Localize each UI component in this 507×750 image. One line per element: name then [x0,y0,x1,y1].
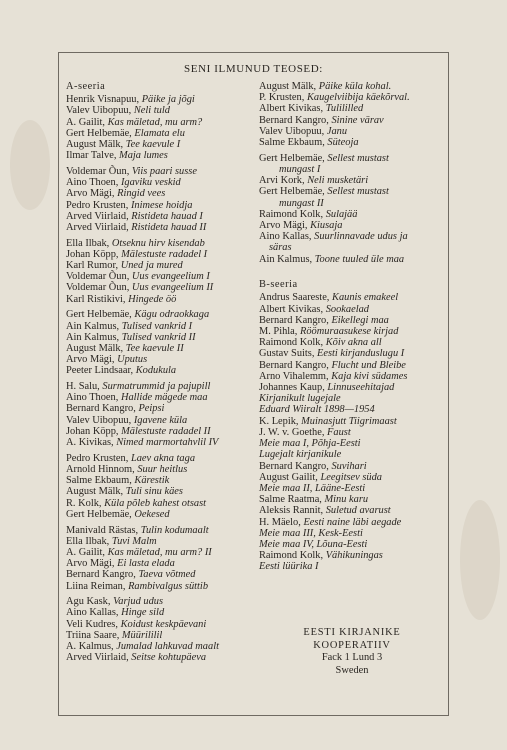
entry-author: Bernard Kangro, [259,314,329,326]
entry-title: Faust [327,426,351,438]
entry-title: Flucht und Bleibe [331,359,406,371]
book-entry [259,115,445,126]
entry-author: Valev Uibopuu, [66,105,132,117]
book-entry [66,607,256,618]
entry-author: Karl Ristikivi, [66,293,126,305]
entry-author: A. Kalmus, [66,641,114,653]
book-entry [259,164,445,175]
book-entry [259,550,445,561]
book-entry [66,177,256,188]
book-entry [66,365,256,376]
entry-group [66,381,256,448]
entry-title: Tulin kodumaalt [140,524,209,536]
entry-author: Salme Raatma, [259,494,322,506]
entry-title: Kas mäletad, mu arm? II [107,546,212,558]
entry-author: Gert Helbemäe, [66,508,132,520]
entry-author: Gert Helbemäe, [66,127,132,139]
book-entry [66,260,256,271]
series-a-label: A-seeria [66,81,106,92]
entry-author: Arved Viirlaid, [66,652,129,664]
entry-author: H. Mäelo, [259,516,301,528]
entry-author: K. Lepik, [259,415,299,427]
entry-author: Arved Viirlaid, [66,221,129,233]
entry-title: Viis paari susse [131,165,197,177]
entry-author: Aino Thoen, [66,392,119,404]
entry-title: Tee kaevule II [125,342,184,354]
book-entry [259,382,445,393]
catalog-frame [58,52,449,716]
entry-author: Arvi Kork, [259,175,305,187]
entry-author: Arvo Mägi, [259,219,308,231]
entry-group [66,525,256,592]
entry-title: Ei lasta elada [117,558,175,570]
entry-title: Meie maa I, Põhja-Eesti [259,438,361,450]
entry-title: Mälestuste radadel I [121,248,208,260]
entry-author: Ilmar Talve, [66,150,117,162]
entry-title: Tulililled [325,103,364,115]
publisher-block [259,627,445,677]
book-entry [259,292,445,303]
entry-title: Eesti naine läbi aegade [303,516,402,528]
book-entry [259,561,445,572]
book-entry [259,360,445,371]
book-entry [66,211,256,222]
entry-author: Ain Kalmus, [66,320,120,332]
book-entry [66,509,256,520]
entry-title: Koidust keskpäevani [120,618,207,630]
left-column [66,81,256,668]
entry-title: Otseknu hirv kisendab [111,237,205,249]
entry-author: Aleksis Rannit, [259,505,324,517]
entry-author: Gustav Suits, [259,348,315,360]
book-entry [66,392,256,403]
entry-group [259,81,445,148]
entry-author: Voldemar Õun, [66,282,130,294]
book-entry [66,547,256,558]
book-entry [66,437,256,448]
entry-title: Kaja kivi südames [331,370,408,382]
entry-title: Igaviku veskid [120,177,181,189]
book-entry [259,483,445,494]
entry-author: H. Salu, [66,381,100,393]
entry-title: Suurlinnavade udus ja [314,231,408,243]
book-entry [259,449,445,460]
entry-title: Surmatrummid ja pajupill [102,381,211,393]
book-entry [259,461,445,472]
entry-title: Leegitsev süda [320,471,382,483]
entry-group [259,153,445,265]
book-entry [66,343,256,354]
book-entry [66,558,256,569]
entry-title: Ristideta hauad I [131,210,203,222]
book-entry [259,209,445,220]
entry-author: Arvo Mägi, [66,354,115,366]
entry-title: Eikellegi maa [331,314,389,326]
series-b-label: B-seeria [259,279,298,291]
book-entry [259,254,445,265]
entry-author: August Mälk, [259,81,317,92]
entry-title: Muinasjutt Tiigrimaast [301,415,397,427]
entry-group [66,596,256,663]
book-entry [66,630,256,641]
book-entry [259,153,445,164]
entry-title: Küla põleb kahest otsast [104,497,207,509]
entry-title: Süteoja [327,137,359,149]
entry-author: Valev Uibopuu, [259,125,325,137]
book-entry [66,525,256,536]
book-entry [259,198,445,209]
entry-author: Bernard Kangro, [66,403,136,415]
entry-title: Tulised vankrid II [121,331,196,343]
entry-author: Ain Kalmus, [66,331,120,343]
entry-title: Röömuraasukese kirjad [300,326,399,338]
entry-author: A. Kivikas, [66,437,114,449]
book-entry [259,81,445,92]
entry-title: mungast II [279,197,324,209]
entry-title: Janu [326,125,348,137]
entry-author: Johannes Kaup, [259,382,325,394]
entry-title: Toone tuuled üle maa [314,253,405,265]
book-entry [66,238,256,249]
entry-group [66,238,256,305]
book-entry [259,92,445,103]
book-entry [66,222,256,233]
entry-title: Kas mäletad, mu arm? [107,116,203,128]
entry-title: Kiusaja [310,219,343,231]
book-entry [259,242,445,253]
entry-title: Hinge sild [121,607,165,619]
entry-title: Seitse kohtupäeva [131,652,207,664]
entry-group [66,309,256,376]
book-entry [259,175,445,186]
entry-author: Pedro Krusten, [66,199,129,211]
entry-author: Arnold Hinnom, [66,464,135,475]
entry-title: Tuli sinu käes [125,486,183,498]
entry-title: Hallide mägede maa [120,392,208,404]
entry-title: Varjud udus [113,596,164,608]
entry-title: Meie maa III, Kesk-Eesti [259,527,363,539]
entry-author: Bernard Kangro, [259,359,329,371]
entry-author: Triina Saare, [66,629,120,641]
entry-author: Aino Kallas, [259,231,312,243]
entry-title: Müürililil [121,629,163,641]
entry-title: Kõiv akna all [325,337,382,349]
entry-author: Voldemar Õun, [66,271,130,283]
entry-author: Andrus Saareste, [259,292,330,304]
entry-author: R. Kolk, [66,497,102,509]
entry-title: Vähikuningas [325,550,383,562]
entry-title: Suletud avarust [325,505,391,517]
entry-title: Suvihari [331,460,367,472]
entry-group [66,453,256,520]
entry-title: Kärestik [134,475,170,487]
book-entry [259,231,445,242]
book-entry [259,472,445,483]
entry-title: Oekesed [134,508,170,520]
entry-author: Bernard Kangro, [259,114,329,126]
entry-title: Mälestuste radadel II [121,425,211,437]
book-entry [259,494,445,505]
entry-title: Igavene küla [133,414,188,426]
entry-author: Agu Kask, [66,596,111,608]
book-entry [66,94,256,105]
entry-author: A. Gailit, [66,116,105,128]
entry-title: Sinine värav [331,114,384,126]
entry-title: Päike ja jõgi [141,94,195,106]
entry-author: Manivald Rästas, [66,524,139,536]
entry-author: Salme Ekbaum, [66,475,132,487]
entry-title: mungast I [279,163,321,175]
page-heading: SENI ILMUNUD TEOSED: [184,63,323,75]
entry-title: Ristideta hauad II [131,221,207,233]
book-entry [66,150,256,161]
entry-title: Elamata elu [134,127,185,139]
entry-title: Neli tuld [133,105,170,117]
book-entry [66,619,256,630]
entry-author: Karl Rumor, [66,260,119,272]
book-entry [66,596,256,607]
book-entry [259,393,445,404]
entry-author: Voldemar Õun, [66,165,130,177]
entry-author: Gert Helbemäe, [259,186,325,198]
book-entry [259,315,445,326]
book-entry [66,536,256,547]
book-entry [66,321,256,332]
book-entry [66,332,256,343]
entry-title: Tee kaevule I [125,139,181,151]
entry-author: A. Gailit, [66,546,105,558]
entry-title: Meie maa II, Lääne-Eesti [259,482,366,494]
book-entry [259,348,445,359]
entry-author: Peeter Lindsaar, [66,365,134,377]
book-entry [66,309,256,320]
entry-author: Aino Kallas, [66,607,119,619]
book-entry [259,304,445,315]
entry-title: Kirjanikult lugejale [259,393,341,405]
entry-title: Kodukula [135,365,177,377]
entry-title: Neli musketäri [307,175,369,187]
entry-title: Eesti kirjanduslugu I [317,348,405,360]
book-entry [66,426,256,437]
book-entry [66,354,256,365]
book-entry [259,438,445,449]
entry-title: Meie maa IV, Lõuna-Eesti [259,538,368,550]
book-entry [259,337,445,348]
publisher-name: EESTI KIRJANIKE [303,627,401,638]
entry-author: Salme Ekbaum, [259,137,325,149]
right-column [259,81,445,573]
publisher-type: KOOPERATIIV [313,639,391,651]
entry-author: Johan Köpp, [66,425,119,437]
book-entry [259,404,445,415]
entry-author: Albert Kivikas, [259,103,324,115]
entry-author: Ella Ilbak, [66,535,110,547]
book-entry [66,641,256,652]
entry-title: Sellest mustast [327,152,389,164]
book-entry [66,188,256,199]
book-entry [66,381,256,392]
book-entry [66,200,256,211]
entry-title: Suur heitlus [137,464,188,475]
entry-title: Maja lumes [119,150,168,162]
entry-author: August Mälk, [66,342,124,354]
book-entry [259,220,445,231]
entry-author: August Mälk, [66,486,124,498]
book-entry [66,453,256,464]
entry-author: Ella Ilbak, [66,237,110,249]
entry-title: Ringid vees [117,188,166,200]
entry-author: Valev Uibopuu, [66,414,132,426]
book-entry [66,652,256,663]
entry-title: Tulised vankrid I [121,320,193,332]
book-entry [66,464,256,475]
book-entry [259,427,445,438]
entry-title: Taeva võtmed [138,569,196,581]
entry-title: säras [269,242,292,254]
entry-title: Uus evangeelium II [131,282,214,294]
book-entry [66,105,256,116]
publisher-address: Fack 1 Lund 3 [321,652,383,663]
entry-title: Kägu odraokkaga [134,309,210,321]
entry-author: Liina Reiman, [66,580,126,592]
entry-title: Eesti lüürika I [259,561,319,573]
entry-title: Sulajää [325,208,358,220]
book-entry [66,166,256,177]
entry-author: Aino Thoen, [66,177,119,189]
book-entry [259,517,445,528]
entry-title: Laev akna taga [130,452,196,464]
entry-author: P. Krusten, [259,92,305,104]
entry-author: Arno Vihalemm, [259,370,329,382]
entry-author: Bernard Kangro, [259,460,329,472]
entry-title: Kaunis emakeel [332,292,399,304]
book-entry [66,294,256,305]
book-entry [66,498,256,509]
entry-author: Gert Helbemäe, [259,152,325,164]
entry-title: Eduard Wiiralt 1898—1954 [259,404,375,416]
book-entry [66,415,256,426]
paper-stain [460,500,500,620]
entry-author: Ain Kalmus, [259,253,313,265]
book-entry [259,186,445,197]
entry-author: Gert Helbemäe, [66,309,132,321]
entry-author: Arvo Mägi, [66,188,115,200]
book-entry [259,416,445,427]
paper-stain [10,120,50,210]
entry-group [66,166,256,233]
book-entry [259,103,445,114]
entry-author: Raimond Kolk, [259,208,324,220]
book-entry [66,117,256,128]
book-entry [259,137,445,148]
book-entry [66,475,256,486]
book-entry [66,581,256,592]
entry-title: Linnuseehitajad [327,382,395,394]
entry-author: Bernard Kangro, [66,569,136,581]
book-entry [259,528,445,539]
entry-title: Minu karu [324,494,369,506]
book-entry [259,539,445,550]
entry-title: Inimese hoidja [130,199,193,211]
entry-title: Jumalad lahkuvad maalt [116,641,219,653]
entry-author: Henrik Visnapuu, [66,94,140,106]
entry-author: Arved Viirlaid, [66,210,129,222]
entry-author: Albert Kivikas, [259,303,324,315]
entry-author: Raimond Kolk, [259,550,324,562]
entry-title: Sellest mustast [327,186,389,198]
entry-author: Johan Köpp, [66,248,119,260]
publisher-country: Sweden [335,664,369,676]
book-entry [259,326,445,337]
book-entry [66,403,256,414]
entry-author: Arvo Mägi, [66,558,115,570]
entry-title: Nimed marmortahvlil IV [116,437,219,449]
entry-title: Hingede öö [128,293,177,305]
entry-title: Rambivalgus süttib [128,580,209,592]
entry-title: Sookaelad [325,303,369,315]
entry-author: Veli Kudres, [66,618,118,630]
book-entry [66,486,256,497]
book-entry [66,569,256,580]
book-entry [259,505,445,516]
entry-author: J. W. v. Goethe, [259,426,325,438]
book-entry [66,249,256,260]
entry-group [66,94,256,161]
entry-title: Päike küla kohal. [318,81,392,92]
entry-title: Uputus [117,354,148,366]
book-entry [66,271,256,282]
book-entry [66,139,256,150]
entry-author: M. Pihla, [259,326,298,338]
entry-title: Tuvi Malm [111,535,157,547]
entry-author: August Gailit, [259,471,318,483]
entry-title: Peipsi [138,403,165,415]
book-entry [259,371,445,382]
entry-title: Uus evangeelium I [131,271,210,283]
book-entry [66,128,256,139]
entry-title: Kaugelviibija käekõrval. [306,92,410,104]
entry-title: Uned ja mured [120,260,183,272]
book-entry [259,126,445,137]
book-entry [66,282,256,293]
entry-author: August Mälk, [66,139,124,151]
entry-author: Raimond Kolk, [259,337,324,349]
entry-author: Pedro Krusten, [66,452,129,464]
entry-title: Lugejalt kirjanikule [259,449,342,461]
